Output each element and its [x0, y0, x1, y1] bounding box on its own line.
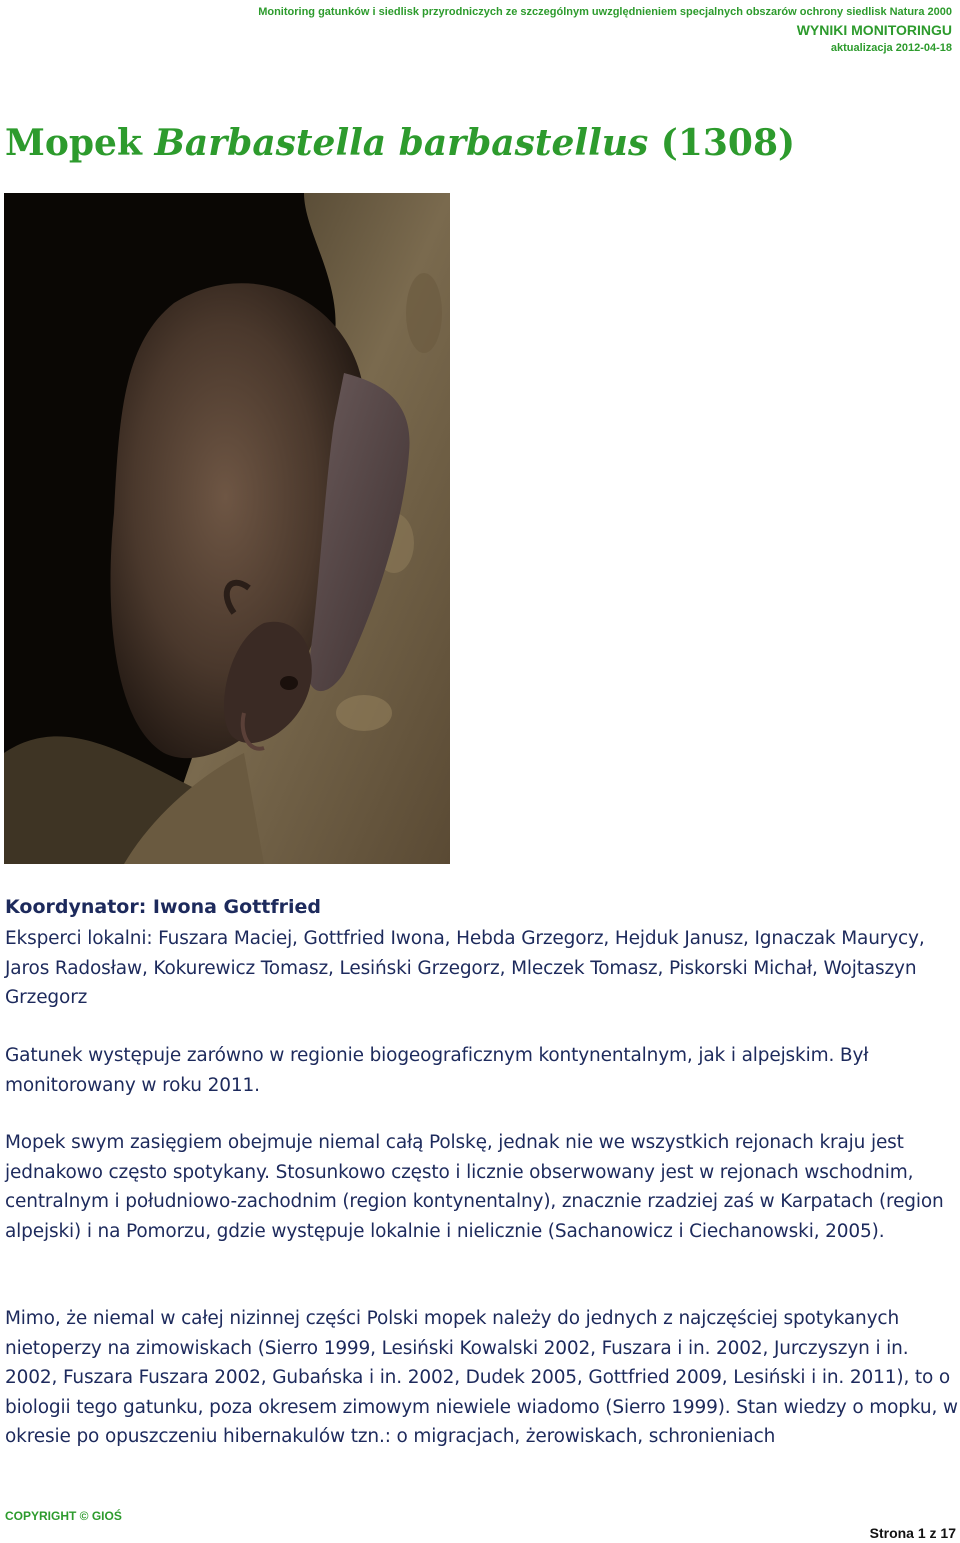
bat-photo — [4, 193, 450, 864]
page-number: Strona 1 z 17 — [869, 1525, 956, 1541]
biology-paragraph — [5, 1304, 960, 1452]
species-title — [5, 122, 795, 164]
occurrence-paragraph — [5, 1041, 960, 1100]
update-date: aktualizacja 2012-04-18 — [830, 42, 952, 54]
species-latin-name: Barbastella barbastellus — [154, 122, 649, 164]
coordinator: Koordynator: Iwona Gottfried — [5, 896, 322, 918]
project-title: Monitoring gatunków i siedlisk przyrodniczych ze szczególnym uwzględnieniem specjalnych obszarów ochrony siedlisk Natura 2000 — [258, 6, 952, 18]
biology-text: Mimo, że niemal w całej nizinnej części Polski mopek należy do jednych z najczęściej spotykanych nietoperzy na zimowiskach (Sierro 1999, Lesiński Kowalski 2002, Fuszara i in. 2002, Jurczyszyn i in. 2002, Fuszara Fuszara 2002, Gubańska i in. 2002, Dudek 2005, Gottfried 2009, Lesiński i in. 2011), to o biologii tego gatunku, poza okresem zimowym niewiele wiadomo (Sierro 1999). Stan wiedzy o mopku, w okresie po opuszczeniu hibernakulów tzn.: o migracjach, żerowiskach, schronieniach — [5, 1308, 958, 1447]
experts-paragraph — [5, 924, 960, 1013]
range-paragraph — [5, 1128, 960, 1246]
experts-text: Eksperci lokalni: Fuszara Maciej, Gottfried Iwona, Hebda Grzegorz, Hejduk Janusz, Ignaczak Maurycy, Jaros Radosław, Kokurewicz Tomasz, Lesiński Grzegorz, Mleczek Tomasz, Piskorski Michał, Wojtaszyn Grzegorz — [5, 928, 925, 1008]
species-common-name: Mopek — [5, 122, 142, 164]
occurrence-text: Gatunek występuje zarówno w regionie biogeograficznym kontynentalnym, jak i alpejskim. Był monitorowany w roku 2011. — [5, 1045, 869, 1096]
species-code: (1308) — [660, 122, 796, 164]
copyright: COPYRIGHT © GIOŚ — [5, 1509, 122, 1523]
section-title: WYNIKI MONITORINGU — [796, 22, 952, 38]
page-header — [258, 4, 952, 56]
range-text: Mopek swym zasięgiem obejmuje niemal całą Polskę, jednak nie we wszystkich rejonach kraju jest jednakowo często spotykany. Stosunkowo często i licznie obserwowany jest w rejonach wschodnim, centralnym i południowo-zachodnim (region kontynentalny), znacznie rzadziej zaś w Karpatach (region alpejski) i na Pomorzu, gdzie występuje lokalnie i nielicznie (Sachanowicz i Ciechanowski, 2005). — [5, 1132, 944, 1242]
